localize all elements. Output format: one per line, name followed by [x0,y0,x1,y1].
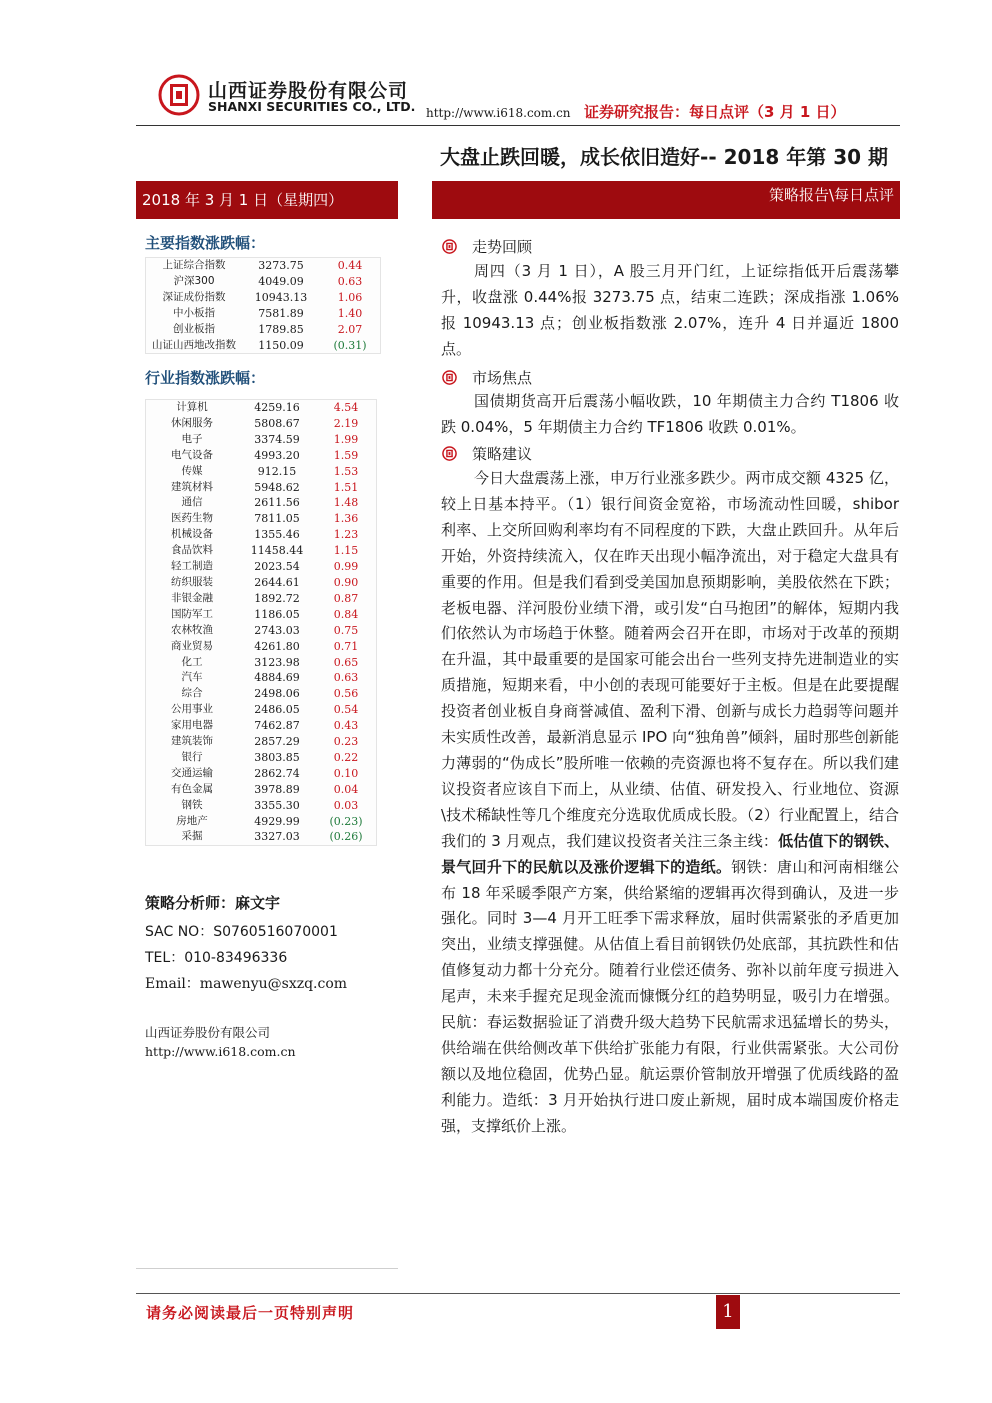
index-row [146,527,377,543]
index-value: 1892.72 [254,591,300,605]
index-value: 7811.05 [254,512,300,526]
index-value: 3374.59 [254,432,300,446]
company-name-en: SHANXI SECURITIES CO., LTD. [208,99,416,114]
index-row [146,814,377,830]
page-number: 1 [716,1295,740,1329]
index-change: 1.06 [337,290,363,304]
strategy-key-lines: 低估值下的钢铁、景气回升下的民航以及涨价逻辑下的造纸。 [441,831,899,876]
index-change: 1.15 [333,544,359,558]
index-value: 3123.98 [254,655,300,669]
red-emblem-bullet-icon [442,370,457,385]
index-row [146,607,377,623]
index-name: 纺织服装 [171,575,213,588]
index-value: 2611.56 [254,496,300,510]
index-value: 5948.62 [254,480,300,494]
index-change: 1.36 [333,512,359,526]
index-row [146,670,377,686]
firm-name: 山西证券股份有限公司 [145,1025,271,1040]
index-name: 电气设备 [171,448,213,461]
index-row [146,718,377,734]
index-row [146,829,377,845]
index-change: 1.40 [337,306,363,320]
index-value: 3978.89 [254,782,300,796]
index-row [146,702,377,718]
header-url[interactable]: http://www.i618.com.cn [426,106,571,120]
index-row [146,400,377,416]
index-row [146,274,381,290]
index-change: 0.44 [337,259,363,272]
analyst-sac: SAC NO：S0760516070001 [145,924,338,940]
index-row [146,322,381,338]
index-value: 912.15 [257,464,297,478]
index-row [146,750,377,766]
index-name: 山证山西地改指数 [152,338,236,351]
category-bar [432,181,900,219]
index-name: 中小板指 [173,306,215,319]
index-row [146,639,377,655]
index-row [146,734,377,750]
index-name: 商业贸易 [171,639,213,652]
section-heading-strategy [442,443,532,464]
index-name: 汽车 [181,671,203,684]
index-change: 4.54 [333,401,359,414]
index-value: 11458.44 [250,544,304,558]
index-change: (0.23) [329,814,363,828]
index-value: 7581.89 [258,306,304,320]
index-value: 4993.20 [254,448,300,462]
index-change: 1.53 [333,464,359,478]
index-name: 钢铁 [181,798,203,811]
index-name: 房地产 [176,814,208,827]
index-row [146,338,381,354]
index-row [146,782,377,798]
index-name: 轻工制造 [171,560,213,573]
sidebar-bottom-divider [136,1268,398,1269]
index-name: 家用电器 [171,719,213,732]
index-name: 计算机 [176,401,208,413]
index-name: 传媒 [181,464,203,477]
index-change: 0.71 [333,639,359,653]
index-value: 4929.99 [254,814,300,828]
red-emblem-bullet-icon [442,446,457,461]
index-change: 0.56 [333,687,359,701]
index-name: 非银金融 [171,591,213,604]
index-name: 通信 [181,496,203,509]
index-change: 1.23 [333,528,359,542]
main-indices-heading: 主要指数涨跌幅： [145,234,266,252]
index-change: 1.51 [333,480,359,494]
index-change: 2.07 [337,322,363,336]
index-value: 1186.05 [254,607,300,621]
index-value: 4259.16 [254,401,300,414]
report-title: 大盘止跌回暖，成长依旧造好-- 2018 年第 30 期 [440,145,888,169]
index-name: 交通运输 [171,766,213,779]
index-row [146,559,377,575]
report-date: 2018 年 3 月 1 日（星期四） [142,191,344,209]
index-change: 0.22 [333,750,359,764]
index-value: 2743.03 [254,623,300,637]
index-name: 医药生物 [171,512,213,525]
index-name: 上证综合指数 [162,259,226,271]
report-category: 策略报告\每日点评 [768,186,894,204]
index-value: 4049.09 [258,274,304,288]
index-row [146,306,381,322]
section-title: 走势回顾 [472,238,533,256]
index-change: 0.10 [333,766,359,780]
red-emblem-bullet-icon [442,239,457,254]
index-row [146,464,377,480]
index-name: 有色金属 [171,782,213,795]
date-bar [136,181,398,219]
index-change: 0.84 [333,607,359,621]
index-change: (0.26) [329,830,363,844]
index-name: 电子 [181,432,203,445]
index-name: 沪深300 [173,274,215,287]
index-value: 10943.13 [254,290,308,304]
index-value: 2498.06 [254,687,300,701]
index-row [146,623,377,639]
index-row [146,575,377,591]
index-change: 0.63 [333,671,359,685]
index-value: 3803.85 [254,750,300,764]
index-change: 0.63 [337,274,363,288]
index-name: 深证成份指数 [162,290,226,303]
index-name: 食品饮料 [171,544,213,557]
index-name: 国防军工 [171,607,213,620]
index-change: 0.87 [333,591,359,605]
index-value: 3327.03 [254,830,300,844]
index-change: 0.43 [333,719,359,733]
index-row [146,511,377,527]
index-row [146,543,377,559]
section-heading-review [442,236,532,257]
index-name: 创业板指 [173,322,215,335]
index-value: 7462.87 [254,719,300,733]
index-change: (0.31) [333,338,367,352]
index-value: 2023.54 [254,560,300,574]
index-row [146,655,377,671]
index-change: 0.54 [333,703,359,717]
strategy-text-part1: 今日大盘震荡上涨，申万行业涨多跌少。两市成交额 4325 亿，较上日基本持平。（1）银行间资金宽裕，市场流动性回暖，shibor 利率、上交所回购利率均有不同程度的下跌，大盘止跌回升。从年后开始，外资持续流入，仅在昨天出现小幅净流出，对于稳定大盘具有重要的作用。但是我们看到受美国加息预期影响，美股依然在下跌；老板电器、洋河股份业绩下滑，或引发“白马抱团”的解体，短期内我们依然认为市场趋于休整。随着两会召开在即，市场对于改革的预期在升温，其中最重要的是国家可能会出台一些列支持先进制造业的实质措施，短期来看，中小创的表现可能要好于主板。但是在此要提醒投资者创业板自身商誉减值、盈利下滑、创新与成长力趋弱等问题并未实质性改善，最新消息显示 IPO 向“独角兽”倾斜，届时那些创新能力薄弱的“伪成长”股所唯一依赖的壳资源也将不复存在。所以我们建议投资者应该自下而上，从业绩、估值、研发投入、行业地位、资源\技术稀缺性等几个维度充分选取优质成长股。（2）行业配置上，结合我们的 3 月观点，我们建议投资者关注三条主线： [441,469,899,850]
analyst-tel: TEL：010-83496336 [145,950,288,966]
index-value: 1150.09 [258,338,304,352]
index-value: 2862.74 [254,766,300,780]
section-heading-focus [442,367,532,388]
section-title: 策略建议 [472,445,533,463]
index-change: 0.03 [333,798,359,812]
index-value: 3273.75 [258,259,304,272]
firm-url[interactable]: http://www.i618.com.cn [145,1044,296,1059]
index-change: 0.23 [333,735,359,749]
company-logo [158,74,200,116]
analyst-title: 策略分析师：麻文宇 [145,894,281,912]
index-value: 3355.30 [254,798,300,812]
index-change: 2.19 [333,416,359,430]
index-row [146,591,377,607]
index-name: 机械设备 [171,528,213,541]
index-value: 2857.29 [254,735,300,749]
company-name-cn: 山西证券股份有限公司 [208,80,409,102]
analyst-email[interactable]: Email：mawenyu@sxzq.com [145,976,348,992]
industry-indices-table [145,399,377,846]
index-change: 0.75 [333,623,359,637]
index-change: 0.99 [333,560,359,574]
index-name: 农林牧渔 [171,623,213,636]
index-change: 0.04 [333,782,359,796]
header-divider [136,125,900,126]
index-value: 1789.85 [258,322,304,336]
index-value: 2644.61 [254,575,300,589]
index-name: 采掘 [181,830,203,843]
index-row [146,686,377,702]
index-value: 1355.46 [254,528,300,542]
paragraph-review: 周四（3 月 1 日），A 股三月开门红，上证综指低开后震荡攀升，收盘涨 0.44%报 3273.75 点，结束二连跌；深成指涨 1.06%报 10943.13 点；创业板指数涨 2.07%，连升 4 日并逼近 1800 点。 [441,262,899,358]
disclaimer-note: 请务必阅读最后一页特别声明 [146,1304,355,1322]
paragraph-focus: 国债期货高开后震荡小幅收跌，10 年期债主力合约 T1806 收跌 0.04%，5 年期债主力合约 TF1806 收跌 0.01%。 [441,392,899,436]
index-value: 2486.05 [254,703,300,717]
index-change: 1.59 [333,448,359,462]
index-row [146,495,377,511]
index-change: 1.99 [333,432,359,446]
index-change: 0.65 [333,655,359,669]
index-row [146,416,377,432]
index-name: 化工 [181,655,203,668]
paragraph-strategy [441,466,899,1140]
index-row [146,798,377,814]
section-title: 市场焦点 [472,369,533,387]
index-row [146,766,377,782]
index-change: 0.90 [333,575,359,589]
index-name: 休闲服务 [171,416,213,429]
index-row [146,448,377,464]
main-indices-table [145,257,381,354]
index-change: 1.48 [333,496,359,510]
index-row [146,432,377,448]
index-value: 4261.80 [254,639,300,653]
index-value: 5808.67 [254,416,300,430]
index-row [146,290,381,306]
footer-divider [136,1293,900,1294]
index-value: 4884.69 [254,671,300,685]
index-name: 公用事业 [171,703,213,716]
report-type-label: 证券研究报告：每日点评（3 月 1 日） [584,103,846,121]
industry-indices-heading: 行业指数涨跌幅： [145,369,266,387]
strategy-text-part2: 钢铁：唐山和河南相继公布 18 年采暖季限产方案，供给紧缩的逻辑再次得到确认，及进一步强化。同时 3—4 月开工旺季下需求释放，届时供需紧张的矛盾更加突出，业绩支撑强健。从估值上看目前钢铁仍处底部，其抗跌性和估值修复动力都十分充分。随着行业偿还债务、弥补以前年度亏损进入尾声，未来手握充足现金流而慷慨分红的趋势明显，吸引力在增强。民航：春运数据验证了消费升级大趋势下民航需求迅猛增长的势头，供给端在供给侧改革下供给扩张能力有限，行业供需紧张。大公司份额以及地位稳固，优势凸显。航运票价管制放开增强了优质线路的盈利能力。造纸：3 月开始执行进口废止新规，届时成本端国废价格走强，支撑纸价上涨。 [441,857,899,1135]
index-name: 银行 [181,750,203,763]
index-name: 综合 [181,687,203,700]
index-row [146,480,377,496]
index-row [146,258,381,274]
index-name: 建筑材料 [171,480,213,493]
index-name: 建筑装饰 [171,735,213,748]
